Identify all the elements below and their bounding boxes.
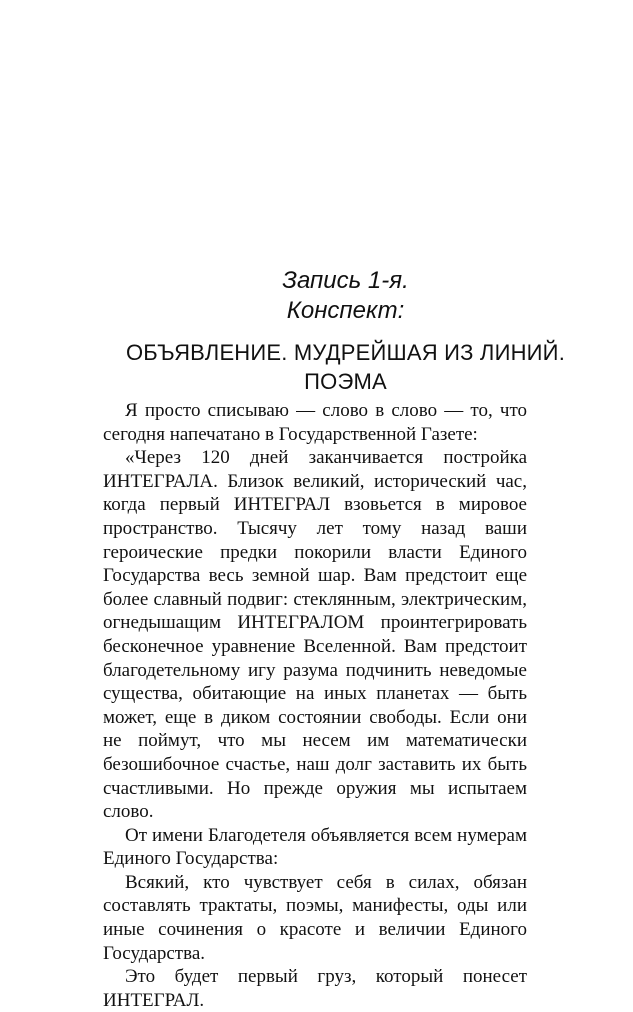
paragraph: Я просто списываю — слово в слово — то, что сегодня напечатано в Государственной Газете: — [103, 400, 527, 445]
body-text — [103, 399, 527, 1012]
chapter-title — [0, 338, 633, 396]
paragraph: От имени Благодетеля объявляется всем нумерам Единого Государства: — [103, 824, 527, 870]
chapter-heading — [0, 266, 633, 396]
paragraph: Это будет первый груз, который понесет ИНТЕГРАЛ. — [103, 966, 527, 1011]
paragraph: «Через 120 дней заканчивается постройка ИНТЕГРАЛА. Близок великий, исторический час, когда первый ИНТЕГРАЛ взовьется в мировое пространство. Тысячу лет тому назад ваши героические предки покорили власти Единого Государства весь земной шар. Вам предстоит еще более славный подвиг: стеклянным, электрическим, огнедышащим ИНТЕГРАЛОМ проинтегрировать бесконечное уравнение Вселенной. Вам предстоит благодетельному игу разума подчинить неведомые существа, обитающие на иных планетах — быть может, еще в диком состоянии свободы. Если они не поймут, что мы несем им математически безошибочное счастье, наш долг заставить их быть счастливыми. Но прежде оружия мы испытаем слово. — [103, 447, 527, 823]
summary-label: Конспект: — [286, 297, 405, 324]
chapter-title-line-2: ПОЭМА — [304, 369, 387, 394]
entry-number: Запись 1-я. — [282, 267, 409, 294]
paragraph: Всякий, кто чувствует себя в силах, обязан составлять трактаты, поэмы, манифесты, оды или иные сочинения о красоте и величии Единого Государства. — [103, 871, 527, 964]
chapter-title-line-1: ОБЪЯВЛЕНИЕ. МУДРЕЙШАЯ ИЗ ЛИНИЙ. — [125, 340, 566, 365]
